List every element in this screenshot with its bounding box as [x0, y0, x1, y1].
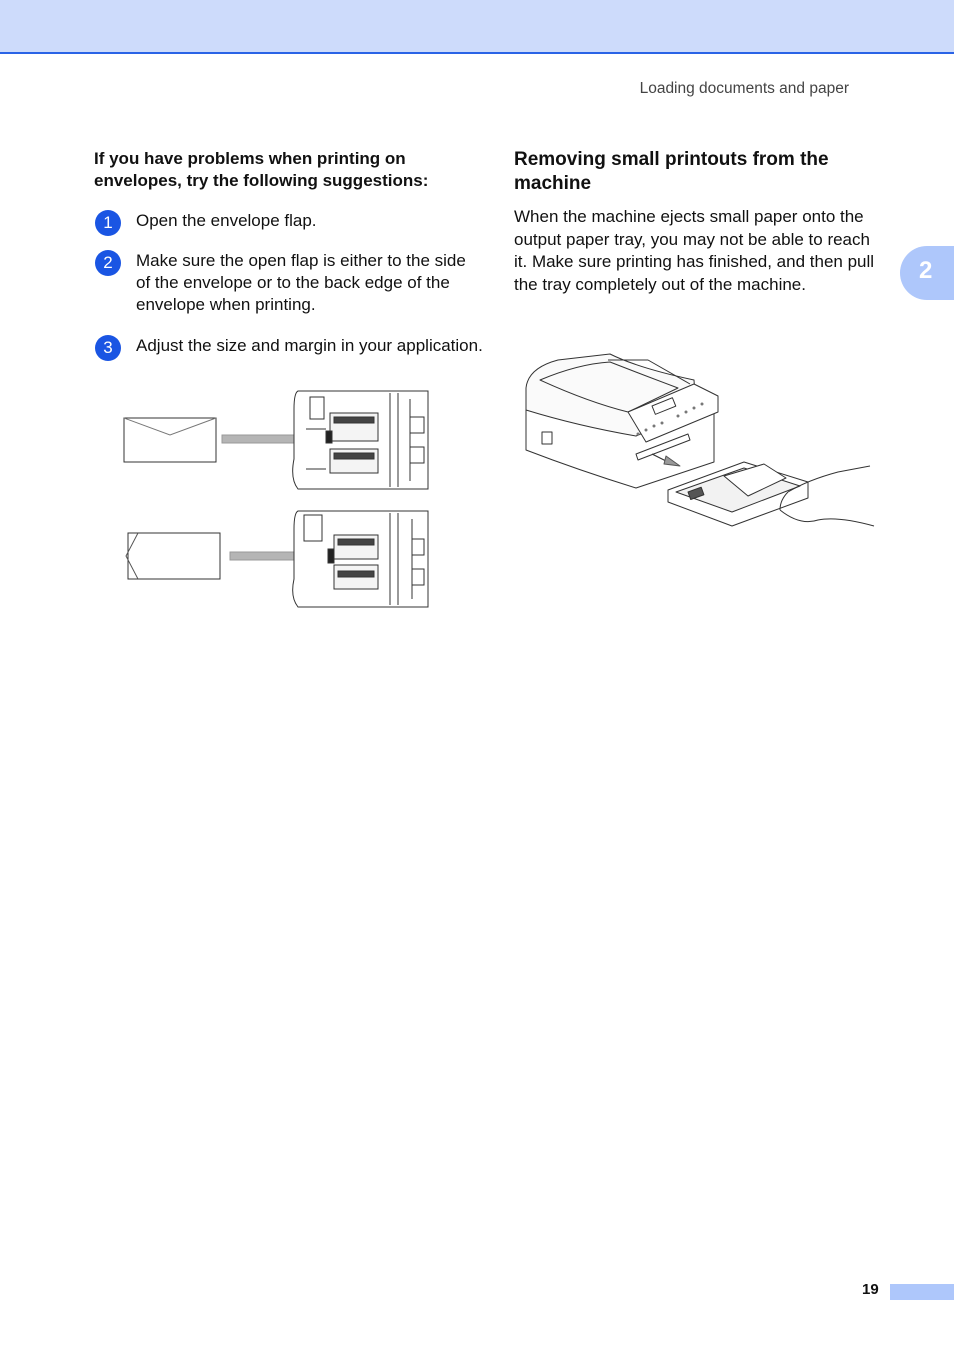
step-number-badge: 1 — [95, 210, 121, 236]
top-header-band — [0, 0, 954, 54]
paper-tray-icon — [293, 391, 428, 489]
machine-tray-removal-illustration — [518, 350, 878, 545]
step-text: Make sure the open flap is either to the side of the envelope or to the back edge of the envelope when printing. — [136, 251, 466, 314]
chapter-tab — [900, 246, 954, 300]
step-1 — [94, 210, 484, 232]
right-column — [514, 148, 884, 296]
step-2 — [94, 250, 484, 316]
page-number: 19 — [862, 1281, 879, 1298]
paper-tray-icon — [293, 511, 428, 607]
left-column — [94, 148, 474, 192]
section-heading: Removing small printouts from the machine — [514, 149, 829, 194]
envelope-tips-intro: If you have problems when printing on envelopes, try the following suggestions: — [94, 149, 429, 190]
step-text: Adjust the size and margin in your application. — [136, 336, 483, 355]
running-title: Loading documents and paper — [639, 80, 849, 97]
envelope-loading-illustration — [120, 385, 435, 610]
envelope-landscape-icon — [124, 418, 216, 462]
step-number-badge: 3 — [95, 335, 121, 361]
envelope-portrait-icon — [128, 533, 220, 579]
section-paragraph: When the machine ejects small paper onto the output paper tray, you may not be able to reach it. Make sure printing has finished, and then pull the tray completely out of the machine. — [514, 207, 875, 294]
step-number-badge: 2 — [95, 250, 121, 276]
footer-bar — [890, 1284, 954, 1300]
step-3 — [94, 335, 484, 357]
chapter-number: 2 — [919, 257, 933, 284]
step-text: Open the envelope flap. — [136, 211, 317, 230]
